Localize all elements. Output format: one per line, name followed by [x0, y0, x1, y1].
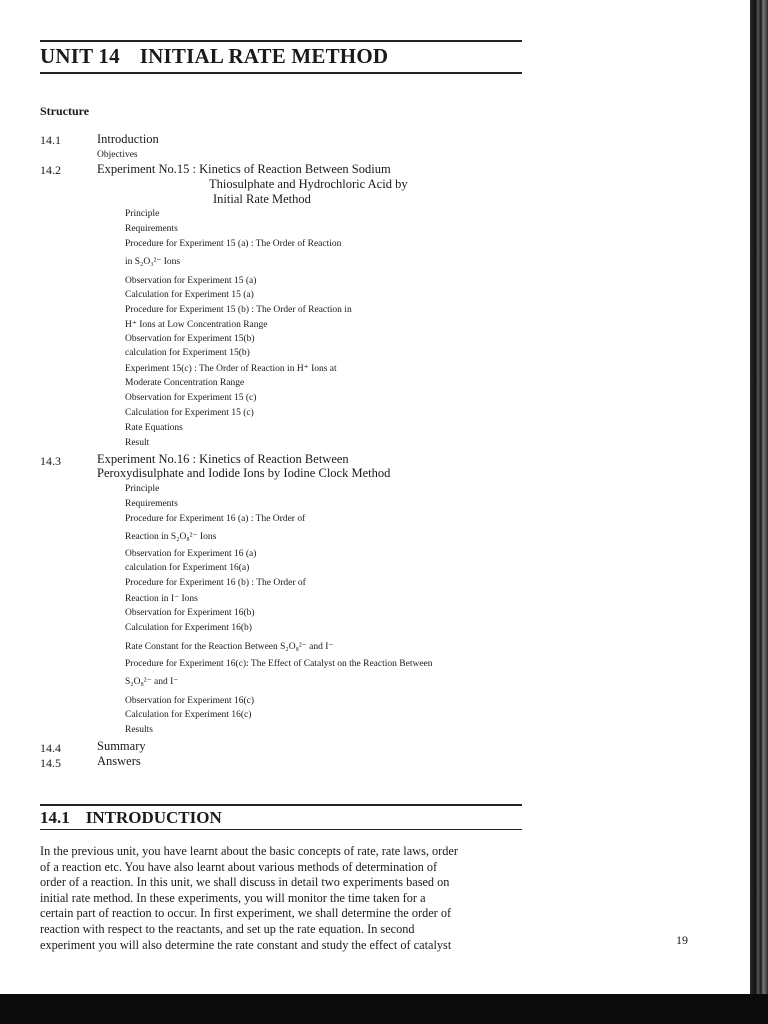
- toc-142-sub[interactable]: calculation for Experiment 15(b): [125, 348, 250, 358]
- toc-title-14-1[interactable]: Introduction: [97, 132, 159, 146]
- toc-142-sub[interactable]: Observation for Experiment 15(b): [125, 334, 255, 344]
- header-top-rule: [40, 40, 522, 42]
- toc-143-sub[interactable]: calculation for Experiment 16(a): [125, 563, 250, 573]
- toc-143-sub[interactable]: Observation for Experiment 16 (a): [125, 549, 257, 559]
- toc-num-14-4: 14.4: [40, 741, 61, 755]
- paragraph-line: certain part of reaction to occur. In first experiment, we shall determine the order of: [40, 906, 452, 921]
- toc-142-sub[interactable]: Rate Equations: [125, 423, 183, 433]
- paragraph-line: reaction with respect to the reactants, and set up the rate equation. In second: [40, 921, 415, 936]
- toc-142-sub[interactable]: Calculation for Experiment 15 (a): [125, 290, 254, 300]
- toc-142-sub[interactable]: Moderate Concentration Range: [125, 378, 245, 388]
- toc-142-sub[interactable]: Result: [125, 438, 150, 448]
- toc-143-sub[interactable]: Results: [125, 725, 153, 735]
- section-top-rule: [40, 804, 522, 806]
- section-num: 14.1: [40, 808, 70, 827]
- toc-142-sub[interactable]: Requirements: [125, 224, 178, 234]
- toc-143-sub[interactable]: S₂O₈²⁻ and I⁻: [125, 677, 179, 687]
- toc-title-14-2-line2[interactable]: Thiosulphate and Hydrochloric Acid by: [209, 177, 408, 191]
- unit-title: INITIAL RATE METHOD: [139, 44, 389, 68]
- unit-label: UNIT 14: [40, 44, 120, 68]
- scan-edge-right: [750, 0, 768, 1024]
- toc-sub-objectives[interactable]: Objectives: [97, 150, 138, 160]
- toc-143-sub[interactable]: Calculation for Experiment 16(c): [125, 710, 252, 720]
- toc-num-14-2: 14.2: [40, 163, 61, 177]
- toc-142-sub[interactable]: Procedure for Experiment 15 (b) : The Order of Reaction in: [125, 305, 352, 315]
- section-bottom-rule: [40, 829, 522, 830]
- paragraph-line: order of a reaction. In this unit, we shall discuss in detail two experiments based on: [40, 875, 450, 890]
- toc-143-sub[interactable]: Reaction in S₂O₈²⁻ Ions: [125, 532, 217, 542]
- toc-142-sub[interactable]: Observation for Experiment 15 (c): [125, 393, 257, 403]
- toc-143-sub[interactable]: Procedure for Experiment 16(c): The Effect of Catalyst on the Reaction Between: [125, 659, 433, 669]
- unit-heading: [40, 44, 388, 69]
- toc-143-sub[interactable]: Procedure for Experiment 16 (a) : The Order of: [125, 514, 306, 524]
- toc-title-14-4[interactable]: Summary: [97, 739, 146, 753]
- toc-142-sub[interactable]: Procedure for Experiment 15 (a) : The Order of Reaction: [125, 239, 342, 249]
- toc-143-sub[interactable]: Rate Constant for the Reaction Between S₂O₈²⁻ and I⁻: [125, 642, 334, 652]
- header-bottom-rule: [40, 72, 522, 74]
- paragraph-line: experiment you will also determine the rate constant and study the effect of catalyst: [40, 937, 452, 952]
- toc-title-14-3-line1[interactable]: Experiment No.16 : Kinetics of Reaction Between: [97, 452, 349, 466]
- toc-num-14-5: 14.5: [40, 756, 61, 770]
- toc-143-sub[interactable]: Calculation for Experiment 16(b): [125, 623, 252, 633]
- toc-143-sub[interactable]: Requirements: [125, 499, 178, 509]
- toc-title-14-3-line2[interactable]: Peroxydisulphate and Iodide Ions by Iodine Clock Method: [97, 466, 391, 480]
- paragraph-line: initial rate method. In these experiments, you will monitor the time taken for a: [40, 890, 426, 905]
- toc-142-sub[interactable]: Experiment 15(c) : The Order of Reaction in H⁺ Ions at: [125, 364, 337, 374]
- toc-142-sub[interactable]: in S₂O₃²⁻ Ions: [125, 257, 181, 267]
- paragraph-line: In the previous unit, you have learnt about the basic concepts of rate, rate laws, order: [40, 844, 458, 858]
- toc-142-sub[interactable]: Calculation for Experiment 15 (c): [125, 408, 254, 418]
- section-heading: [40, 808, 222, 828]
- toc-143-sub[interactable]: Principle: [125, 484, 160, 494]
- toc-142-sub[interactable]: H⁺ Ions at Low Concentration Range: [125, 320, 268, 330]
- toc-title-14-5[interactable]: Answers: [97, 754, 141, 768]
- toc-title-14-2-line3[interactable]: Initial Rate Method: [213, 192, 311, 206]
- toc-142-sub[interactable]: Principle: [125, 209, 160, 219]
- toc-143-sub[interactable]: Reaction in I⁻ Ions: [125, 594, 198, 604]
- page-number: 19: [676, 933, 688, 947]
- intro-paragraph: [40, 844, 522, 953]
- toc-143-sub[interactable]: Procedure for Experiment 16 (b) : The Order of: [125, 578, 306, 588]
- scan-edge-bottom: [0, 994, 768, 1024]
- structure-label: Structure: [40, 104, 90, 118]
- paragraph-line: of a reaction etc. You have also learnt about various methods of determination of: [40, 859, 438, 874]
- toc-num-14-3: 14.3: [40, 454, 61, 468]
- toc-143-sub[interactable]: Observation for Experiment 16(c): [125, 696, 254, 706]
- toc-143-sub[interactable]: Observation for Experiment 16(b): [125, 608, 255, 618]
- toc-142-sub[interactable]: Observation for Experiment 15 (a): [125, 276, 257, 286]
- section-title: INTRODUCTION: [85, 808, 222, 827]
- toc-num-14-1: 14.1: [40, 133, 61, 147]
- toc-title-14-2-line1[interactable]: Experiment No.15 : Kinetics of Reaction Between Sodium: [97, 162, 391, 176]
